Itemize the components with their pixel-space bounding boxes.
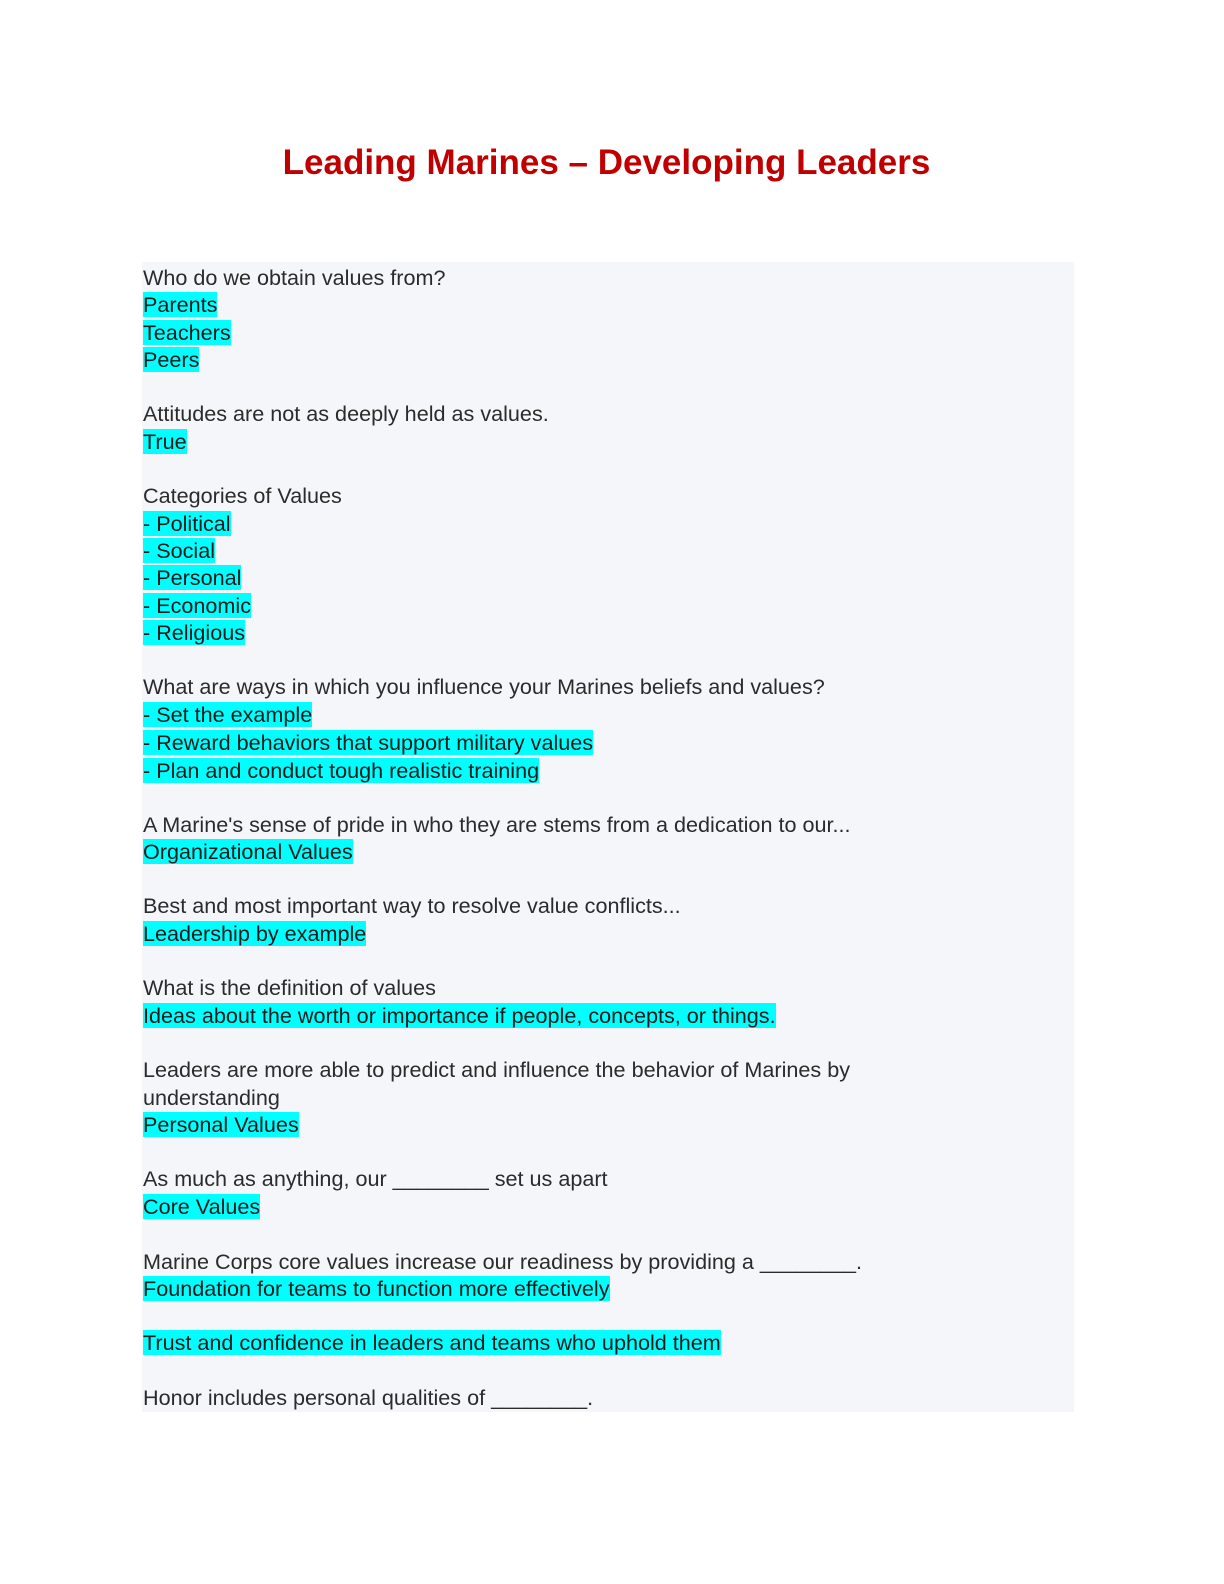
- question-text: Attitudes are not as deeply held as values.: [143, 401, 549, 426]
- question-text: What are ways in which you influence your Marines beliefs and values?: [143, 674, 825, 699]
- answer-text: Trust and confidence in leaders and teams who uphold them: [143, 1330, 721, 1355]
- answer-text: - Set the example: [143, 702, 313, 727]
- answer-text: Core Values: [143, 1194, 261, 1219]
- answer-text: - Plan and conduct tough realistic training: [143, 758, 540, 783]
- question-text: Best and most important way to resolve value conflicts...: [143, 893, 681, 918]
- answer-text: Personal Values: [143, 1112, 299, 1137]
- question-text: Honor includes personal qualities of ________.: [143, 1385, 594, 1410]
- answer-text: - Reward behaviors that support military values: [143, 730, 594, 755]
- question-text: Who do we obtain values from?: [143, 265, 446, 290]
- answer-text: Ideas about the worth or importance if people, concepts, or things.: [143, 1003, 776, 1028]
- answer-text: Organizational Values: [143, 839, 353, 864]
- document-title: Leading Marines – Developing Leaders: [282, 143, 931, 182]
- question-text: What is the definition of values: [143, 975, 436, 1000]
- answer-text: - Religious: [143, 620, 246, 645]
- qa-content: [142, 262, 1074, 1412]
- question-text: As much as anything, our ________ set us apart: [143, 1166, 608, 1191]
- answer-text: True: [143, 429, 187, 454]
- answer-text: - Economic: [143, 593, 252, 618]
- question-text: A Marine's sense of pride in who they are stems from a dedication to our...: [143, 812, 851, 837]
- question-text: Marine Corps core values increase our readiness by providing a ________.: [143, 1249, 863, 1274]
- answer-text: Peers: [143, 347, 200, 372]
- answer-text: - Personal: [143, 565, 242, 590]
- answer-text: - Political: [143, 511, 231, 536]
- question-text: Leaders are more able to predict and influence the behavior of Marines by: [143, 1057, 851, 1082]
- answer-text: Parents: [143, 292, 218, 317]
- answer-text: - Social: [143, 538, 216, 563]
- answer-text: Leadership by example: [143, 921, 367, 946]
- question-text: understanding: [143, 1085, 280, 1110]
- answer-text: Teachers: [143, 320, 231, 345]
- question-text: Categories of Values: [143, 483, 342, 508]
- answer-text: Foundation for teams to function more effectively: [143, 1276, 610, 1301]
